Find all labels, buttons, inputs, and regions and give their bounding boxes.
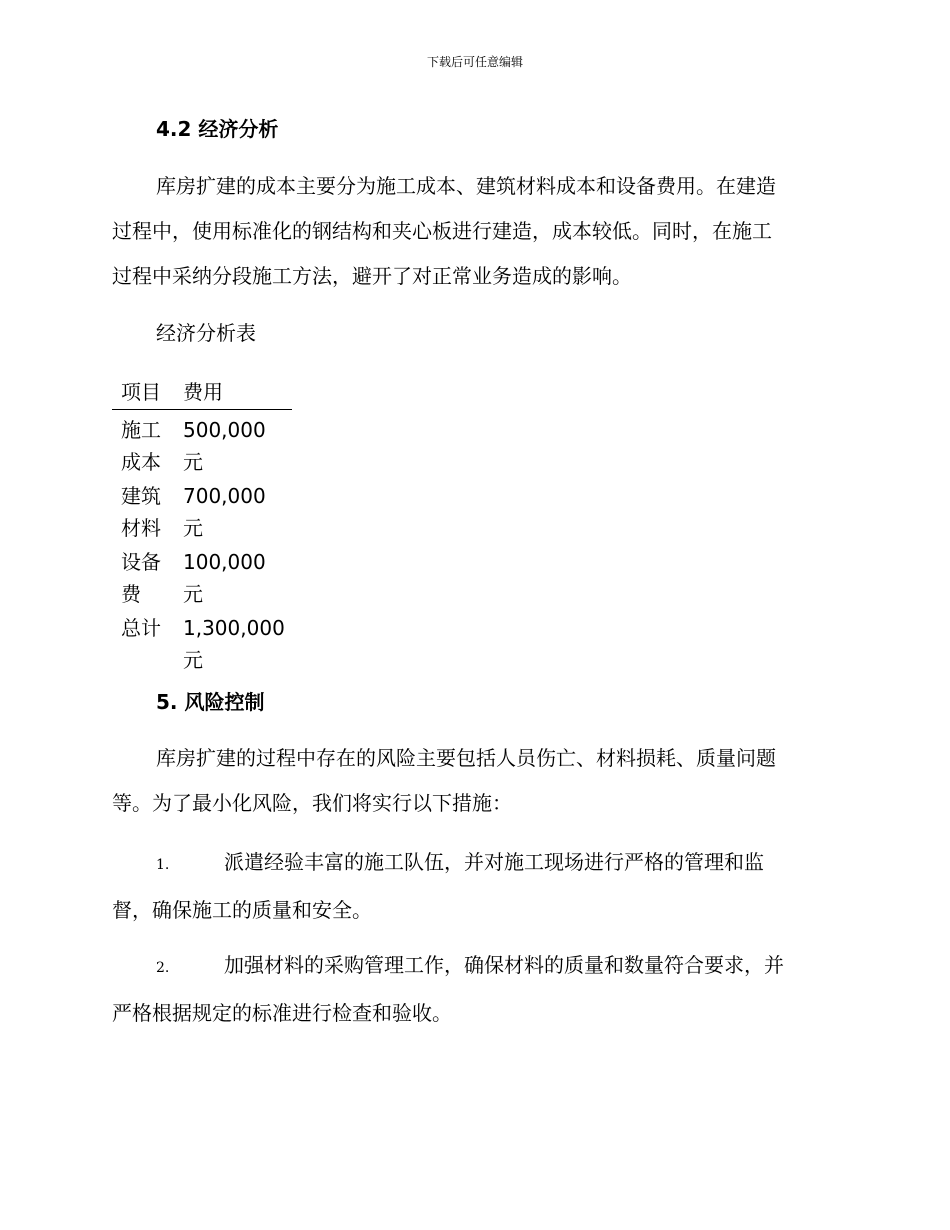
cost-cell — [183, 611, 292, 677]
table-row — [112, 545, 292, 611]
item-text: 设备 — [121, 550, 161, 574]
cost-amount: 1,300,000 — [183, 616, 285, 640]
cost-table — [112, 376, 292, 677]
measure-text: 加强材料的采购管理工作，确保材料的质量和数量符合要求，并 — [224, 953, 784, 977]
economic-analysis-paragraph — [112, 164, 832, 299]
measure-line — [112, 840, 837, 888]
paragraph-line: 过程中，使用标准化的钢结构和夹心板进行建造，成本较低。同时，在施工 — [112, 219, 772, 243]
column-header-cost: 费用 — [183, 376, 292, 410]
item-text: 材料 — [121, 516, 161, 540]
measure-item-1 — [112, 840, 837, 933]
table-row — [112, 410, 292, 480]
cost-cell — [183, 410, 292, 480]
item-text: 施工 — [121, 418, 161, 442]
item-cell — [112, 545, 183, 611]
column-header-item: 项目 — [112, 376, 183, 410]
risk-control-paragraph — [112, 736, 832, 826]
item-cell — [112, 611, 183, 677]
cost-unit: 元 — [183, 516, 203, 540]
item-cell — [112, 479, 183, 545]
measure-number: 2. — [156, 960, 170, 976]
paragraph-line: 库房扩建的过程中存在的风险主要包括人员伤亡、材料损耗、质量问题 — [156, 746, 776, 770]
item-text: 总计 — [121, 616, 161, 640]
measure-line: 督，确保施工的质量和安全。 — [112, 898, 372, 922]
item-cell — [112, 410, 183, 480]
cost-unit: 元 — [183, 450, 203, 474]
section-title-economic-analysis: 4.2 经济分析 — [156, 117, 279, 141]
item-text: 费 — [121, 582, 141, 606]
measure-number: 1. — [156, 857, 170, 873]
paragraph-line: 库房扩建的成本主要分为施工成本、建筑材料成本和设备费用。在建造 — [156, 174, 776, 198]
page-header-note: 下载后可任意编辑 — [426, 55, 523, 69]
measure-line — [112, 943, 837, 991]
item-text: 建筑 — [121, 484, 161, 508]
table-row — [112, 479, 292, 545]
table-row-total — [112, 611, 292, 677]
measure-text: 派遣经验丰富的施工队伍，并对施工现场进行严格的管理和监 — [224, 850, 764, 874]
measure-item-2 — [112, 943, 837, 1036]
paragraph-line: 等。为了最小化风险，我们将实行以下措施： — [112, 791, 512, 815]
item-text: 成本 — [121, 450, 161, 474]
cost-amount: 100,000 — [183, 550, 266, 574]
cost-unit: 元 — [183, 582, 203, 606]
cost-amount: 500,000 — [183, 418, 266, 442]
cost-cell — [183, 545, 292, 611]
paragraph-line: 过程中采纳分段施工方法，避开了对正常业务造成的影响。 — [112, 264, 632, 288]
measure-line: 严格根据规定的标准进行检查和验收。 — [112, 1001, 452, 1025]
cost-amount: 700,000 — [183, 484, 266, 508]
cost-cell — [183, 479, 292, 545]
section-title-risk-control: 5. 风险控制 — [156, 690, 265, 714]
table-caption: 经济分析表 — [156, 321, 256, 345]
cost-unit: 元 — [183, 648, 203, 672]
table-header-row — [112, 376, 292, 410]
